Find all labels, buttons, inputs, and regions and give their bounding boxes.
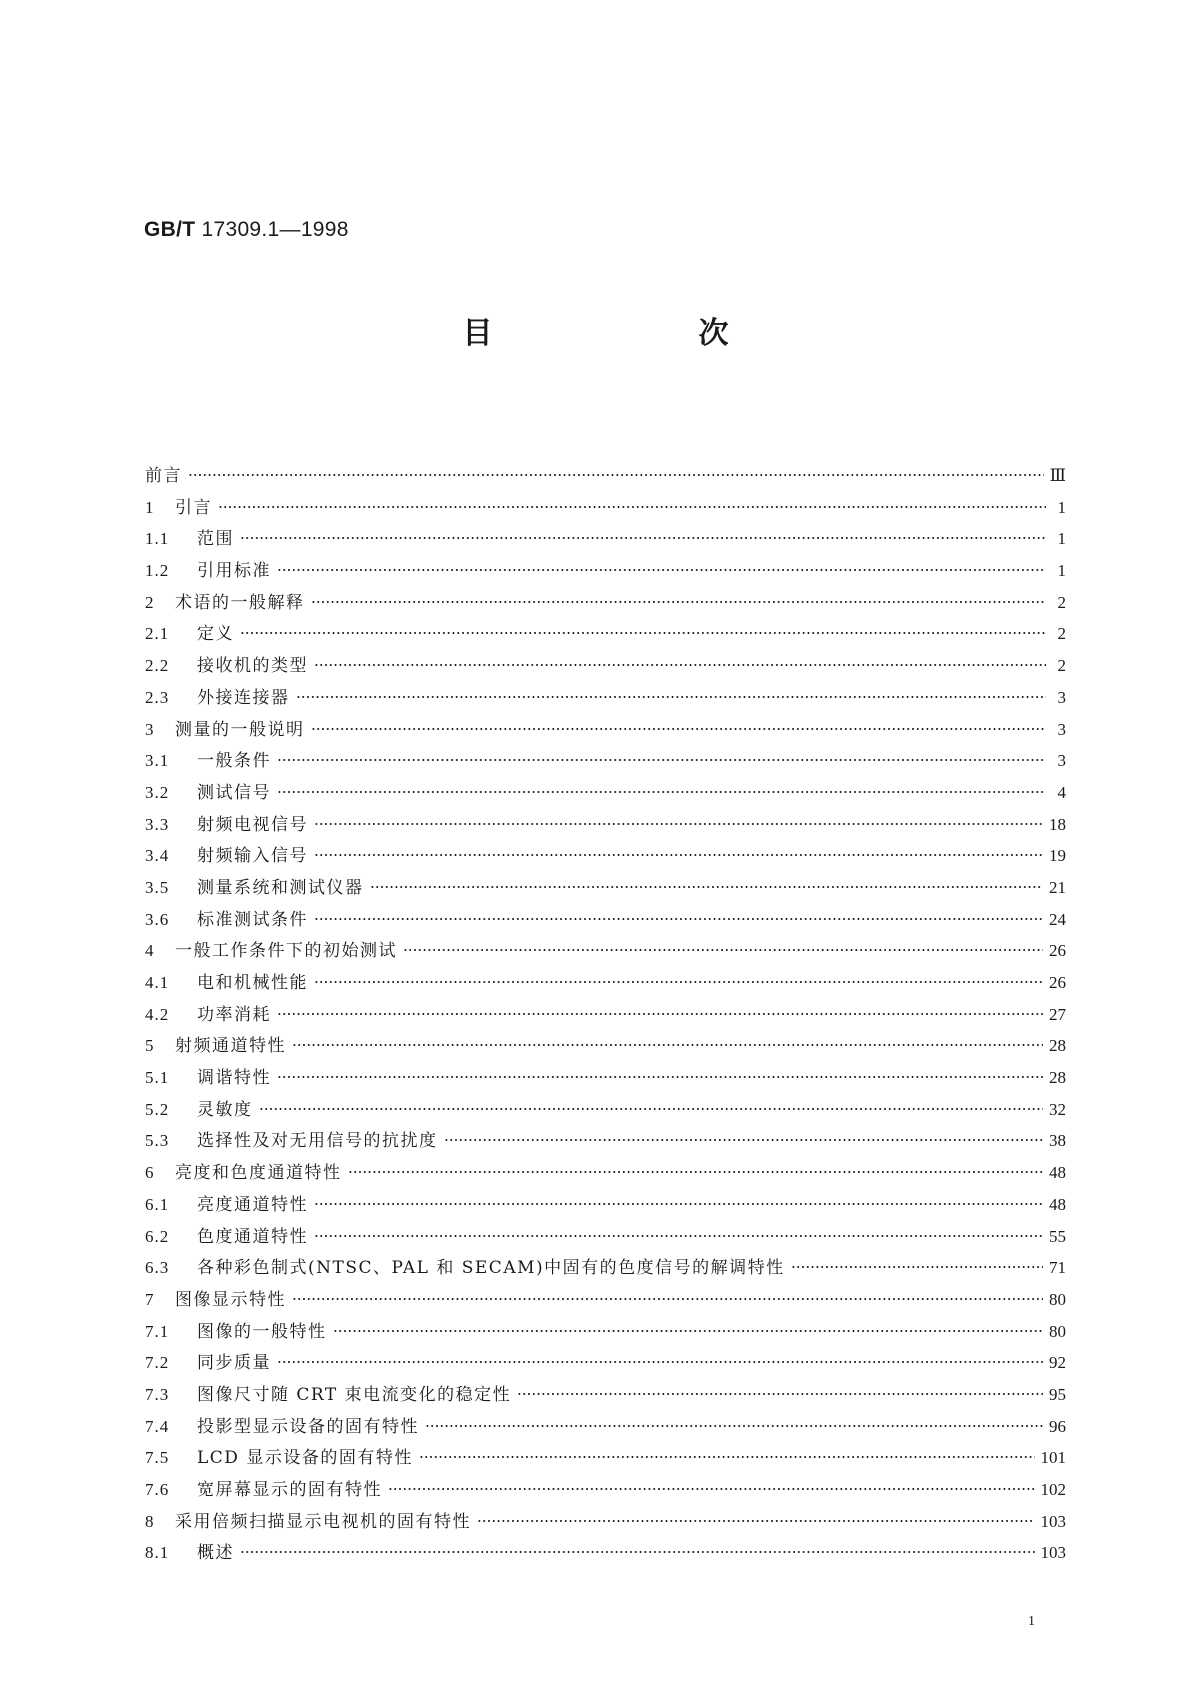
toc-entry-page: 92 bbox=[1049, 1353, 1066, 1373]
toc-entry-title: 同步质量 bbox=[197, 1353, 271, 1374]
toc-dot-leader bbox=[277, 790, 1046, 794]
toc-dot-leader bbox=[314, 1234, 1043, 1238]
toc-entry-page: Ⅲ bbox=[1049, 466, 1066, 485]
toc-dot-leader bbox=[314, 917, 1043, 921]
toc-entry-number: 7.4 bbox=[145, 1416, 170, 1436]
toc-entry-number: 3.1 bbox=[145, 751, 170, 771]
toc-dot-leader bbox=[277, 1012, 1043, 1016]
toc-entry[interactable] bbox=[145, 873, 1066, 905]
toc-entry-title: 采用倍频扫描显示电视机的固有特性 bbox=[175, 1511, 471, 1532]
toc-entry-number: 4 bbox=[145, 941, 155, 961]
toc-entry-page: 3 bbox=[1057, 687, 1066, 707]
toc-entry-number: 5.3 bbox=[145, 1131, 170, 1151]
toc-entry-page: 3 bbox=[1057, 751, 1066, 771]
toc-entry-title: 范围 bbox=[197, 529, 234, 550]
toc-entry[interactable] bbox=[145, 1253, 1066, 1285]
standard-prefix: GB/T bbox=[144, 218, 196, 241]
toc-entry-number: 7.2 bbox=[145, 1353, 170, 1373]
toc-entry-title: 定义 bbox=[197, 624, 234, 645]
toc-entry[interactable] bbox=[145, 1126, 1066, 1158]
toc-entry-page: 48 bbox=[1049, 1194, 1066, 1214]
toc-entry-number: 5 bbox=[145, 1036, 155, 1056]
toc-dot-leader bbox=[370, 885, 1044, 889]
toc-entry-page: 26 bbox=[1049, 973, 1066, 992]
standard-code bbox=[144, 218, 349, 242]
toc-entry-number: 1.1 bbox=[145, 529, 170, 549]
toc-entry-number: 3 bbox=[145, 719, 155, 739]
toc-entry[interactable] bbox=[145, 905, 1066, 937]
toc-entry-page: 28 bbox=[1049, 1068, 1066, 1088]
toc-entry[interactable] bbox=[145, 1317, 1066, 1349]
page-title: 目 次 bbox=[462, 316, 817, 351]
toc-entry-number: 2 bbox=[145, 592, 155, 612]
toc-entry[interactable] bbox=[145, 683, 1066, 715]
toc-entry-number: 2.2 bbox=[145, 656, 170, 676]
toc-entry-number: 5.2 bbox=[145, 1099, 170, 1119]
toc-dot-leader bbox=[277, 758, 1046, 762]
toc-entry-number: 4.1 bbox=[145, 973, 170, 992]
toc-dot-leader bbox=[259, 1107, 1044, 1111]
toc-entry-page: 101 bbox=[1040, 1448, 1066, 1468]
toc-entry[interactable] bbox=[145, 493, 1066, 525]
toc-entry-page: 2 bbox=[1057, 624, 1066, 644]
toc-entry-number: 7.6 bbox=[145, 1480, 170, 1499]
toc-entry-title: 电和机械性能 bbox=[197, 973, 308, 993]
toc-entry-title: 调谐特性 bbox=[197, 1068, 271, 1089]
toc-dot-leader bbox=[388, 1487, 1035, 1491]
toc-entry-title: 射频电视信号 bbox=[197, 814, 308, 835]
toc-entry[interactable] bbox=[145, 651, 1066, 683]
toc-dot-leader bbox=[444, 1138, 1044, 1142]
toc-entry-title: 图像尺寸随 CRT 束电流变化的稳定性 bbox=[197, 1384, 512, 1405]
toc-entry-page: 55 bbox=[1049, 1226, 1066, 1246]
toc-entry-title: 宽屏幕显示的固有特性 bbox=[197, 1480, 382, 1500]
toc-entry-number: 2.3 bbox=[145, 687, 170, 707]
toc-entry-title: 测试信号 bbox=[197, 782, 271, 803]
toc-entry-page: 102 bbox=[1040, 1480, 1066, 1499]
toc-dot-leader bbox=[277, 568, 1046, 572]
toc-entry-page: 103 bbox=[1040, 1543, 1066, 1563]
toc-dot-leader bbox=[314, 853, 1043, 857]
toc-entry[interactable] bbox=[145, 1412, 1066, 1444]
toc-entry-title: 射频输入信号 bbox=[197, 846, 308, 867]
toc-entry[interactable] bbox=[145, 1031, 1066, 1063]
toc-entry-number: 2.1 bbox=[145, 624, 170, 644]
toc-entry-page: 103 bbox=[1040, 1511, 1066, 1531]
toc-entry-number: 6.1 bbox=[145, 1194, 170, 1214]
toc-entry-page: 27 bbox=[1049, 1004, 1066, 1024]
toc-entry[interactable] bbox=[145, 1190, 1066, 1222]
toc-entry-title: 前言 bbox=[145, 466, 182, 486]
toc-entry-page: 2 bbox=[1057, 656, 1066, 676]
toc-dot-leader bbox=[348, 1170, 1044, 1174]
toc-entry[interactable] bbox=[145, 1538, 1066, 1570]
toc-dot-leader bbox=[277, 1360, 1043, 1364]
toc-entry[interactable] bbox=[145, 1158, 1066, 1190]
toc-entry-page: 1 bbox=[1057, 529, 1066, 549]
toc-dot-leader bbox=[314, 980, 1043, 984]
toc-entry-page: 95 bbox=[1049, 1384, 1066, 1404]
toc-dot-leader bbox=[218, 505, 1046, 509]
toc-entry-number: 5.1 bbox=[145, 1068, 170, 1088]
toc-entry-number: 3.2 bbox=[145, 782, 170, 802]
toc-entry[interactable] bbox=[145, 1443, 1066, 1475]
toc-entry[interactable] bbox=[145, 1095, 1066, 1127]
toc-entry-page: 21 bbox=[1049, 877, 1066, 897]
toc-entry[interactable] bbox=[145, 524, 1066, 556]
toc-entry[interactable] bbox=[145, 841, 1066, 873]
table-of-contents bbox=[145, 461, 1066, 1570]
toc-entry[interactable] bbox=[145, 1285, 1066, 1317]
toc-entry-title: 一般工作条件下的初始测试 bbox=[175, 941, 397, 962]
toc-dot-leader bbox=[791, 1265, 1043, 1269]
toc-dot-leader bbox=[403, 948, 1043, 952]
toc-entry-page: 1 bbox=[1057, 561, 1066, 581]
toc-entry[interactable] bbox=[145, 936, 1066, 968]
toc-entry-number: 6.3 bbox=[145, 1258, 170, 1278]
toc-entry-title: 引用标准 bbox=[197, 561, 271, 582]
toc-entry[interactable] bbox=[145, 746, 1066, 778]
toc-entry-title: 一般条件 bbox=[197, 751, 271, 772]
toc-entry-title: 图像的一般特性 bbox=[197, 1321, 327, 1342]
toc-dot-leader bbox=[292, 1297, 1043, 1301]
toc-entry-page: 96 bbox=[1049, 1416, 1066, 1436]
toc-entry-title: 接收机的类型 bbox=[197, 656, 308, 677]
toc-dot-leader bbox=[425, 1424, 1043, 1428]
toc-entry-page: 2 bbox=[1057, 592, 1066, 612]
toc-entry-number: 3.5 bbox=[145, 877, 170, 897]
toc-entry-number: 1.2 bbox=[145, 561, 170, 581]
toc-entry-title: 引言 bbox=[175, 497, 212, 518]
toc-entry[interactable] bbox=[145, 715, 1066, 747]
toc-entry-page: 80 bbox=[1049, 1289, 1066, 1309]
toc-entry-title: 标准测试条件 bbox=[197, 909, 308, 930]
toc-entry-title: 射频通道特性 bbox=[175, 1036, 286, 1057]
toc-entry-page: 71 bbox=[1049, 1258, 1066, 1278]
toc-dot-leader bbox=[314, 1202, 1043, 1206]
page-number: 1 bbox=[1028, 1614, 1035, 1629]
toc-entry-title: 亮度和色度通道特性 bbox=[175, 1163, 342, 1184]
toc-entry[interactable] bbox=[145, 588, 1066, 620]
toc-dot-leader bbox=[314, 663, 1046, 667]
toc-entry-title: 外接连接器 bbox=[197, 687, 290, 708]
toc-entry-title: 色度通道特性 bbox=[197, 1226, 308, 1247]
toc-dot-leader bbox=[517, 1392, 1043, 1396]
toc-entry[interactable] bbox=[145, 556, 1066, 588]
toc-entry[interactable] bbox=[145, 1000, 1066, 1032]
toc-entry-page: 28 bbox=[1049, 1036, 1066, 1056]
toc-entry-number: 3.4 bbox=[145, 846, 170, 866]
toc-entry-number: 4.2 bbox=[145, 1004, 170, 1024]
toc-entry-page: 80 bbox=[1049, 1321, 1066, 1341]
toc-entry-title: 测量的一般说明 bbox=[175, 719, 305, 740]
toc-entry-page: 26 bbox=[1049, 941, 1066, 961]
toc-entry-number: 6.2 bbox=[145, 1226, 170, 1246]
toc-entry-number: 8 bbox=[145, 1511, 155, 1531]
toc-entry-page: 48 bbox=[1049, 1163, 1066, 1183]
toc-entry-title: 亮度通道特性 bbox=[197, 1194, 308, 1215]
toc-entry-page: 1 bbox=[1057, 497, 1066, 517]
toc-entry[interactable] bbox=[145, 968, 1066, 1000]
toc-dot-leader bbox=[311, 600, 1047, 604]
toc-dot-leader bbox=[419, 1455, 1035, 1459]
toc-entry-number: 8.1 bbox=[145, 1543, 170, 1563]
toc-entry[interactable] bbox=[145, 1475, 1066, 1507]
standard-number: 17309.1—1998 bbox=[201, 218, 349, 241]
toc-dot-leader bbox=[240, 1550, 1035, 1554]
toc-entry-title: 概述 bbox=[197, 1543, 234, 1564]
toc-entry-page: 3 bbox=[1057, 719, 1066, 739]
toc-entry[interactable] bbox=[145, 1507, 1066, 1539]
toc-entry-page: 18 bbox=[1049, 814, 1066, 834]
toc-entry-page: 24 bbox=[1049, 909, 1066, 929]
toc-dot-leader bbox=[292, 1043, 1043, 1047]
toc-dot-leader bbox=[333, 1329, 1044, 1333]
toc-entry-page: 19 bbox=[1049, 846, 1066, 866]
toc-dot-leader bbox=[296, 695, 1047, 699]
toc-dot-leader bbox=[311, 727, 1047, 731]
toc-entry[interactable] bbox=[145, 1348, 1066, 1380]
toc-entry[interactable] bbox=[145, 619, 1066, 651]
toc-entry-title: 测量系统和测试仪器 bbox=[197, 877, 364, 898]
toc-entry[interactable] bbox=[145, 810, 1066, 842]
toc-entry[interactable] bbox=[145, 778, 1066, 810]
toc-dot-leader bbox=[188, 473, 1044, 477]
toc-entry-number: 7.5 bbox=[145, 1448, 170, 1468]
toc-entry[interactable] bbox=[145, 1063, 1066, 1095]
toc-entry-page: 32 bbox=[1049, 1099, 1066, 1119]
toc-entry-number: 7.1 bbox=[145, 1321, 170, 1341]
toc-entry-number: 7.3 bbox=[145, 1384, 170, 1404]
toc-entry-page: 38 bbox=[1049, 1131, 1066, 1151]
toc-entry-number: 1 bbox=[145, 497, 155, 517]
toc-entry-title: 图像显示特性 bbox=[175, 1289, 286, 1310]
toc-entry-page: 4 bbox=[1057, 782, 1066, 802]
toc-entry-number: 3.3 bbox=[145, 814, 170, 834]
toc-dot-leader bbox=[240, 631, 1046, 635]
toc-entry[interactable] bbox=[145, 1222, 1066, 1254]
toc-entry[interactable] bbox=[145, 1380, 1066, 1412]
toc-entry-title: 选择性及对无用信号的抗扰度 bbox=[197, 1131, 438, 1152]
toc-entry-title: LCD 显示设备的固有特性 bbox=[197, 1448, 413, 1469]
toc-entry-title: 灵敏度 bbox=[197, 1099, 253, 1120]
toc-entry-title: 各种彩色制式(NTSC、PAL 和 SECAM)中固有的色度信号的解调特性 bbox=[197, 1258, 785, 1279]
toc-entry-number: 7 bbox=[145, 1289, 155, 1309]
toc-entry-title: 功率消耗 bbox=[197, 1004, 271, 1025]
toc-entry-title: 术语的一般解释 bbox=[175, 592, 305, 613]
toc-entry[interactable] bbox=[145, 461, 1066, 493]
toc-dot-leader bbox=[277, 1075, 1043, 1079]
toc-dot-leader bbox=[314, 822, 1043, 826]
toc-entry-number: 3.6 bbox=[145, 909, 170, 929]
toc-dot-leader bbox=[240, 536, 1046, 540]
toc-entry-number: 6 bbox=[145, 1163, 155, 1183]
toc-entry-title: 投影型显示设备的固有特性 bbox=[197, 1416, 419, 1437]
toc-dot-leader bbox=[477, 1519, 1035, 1523]
